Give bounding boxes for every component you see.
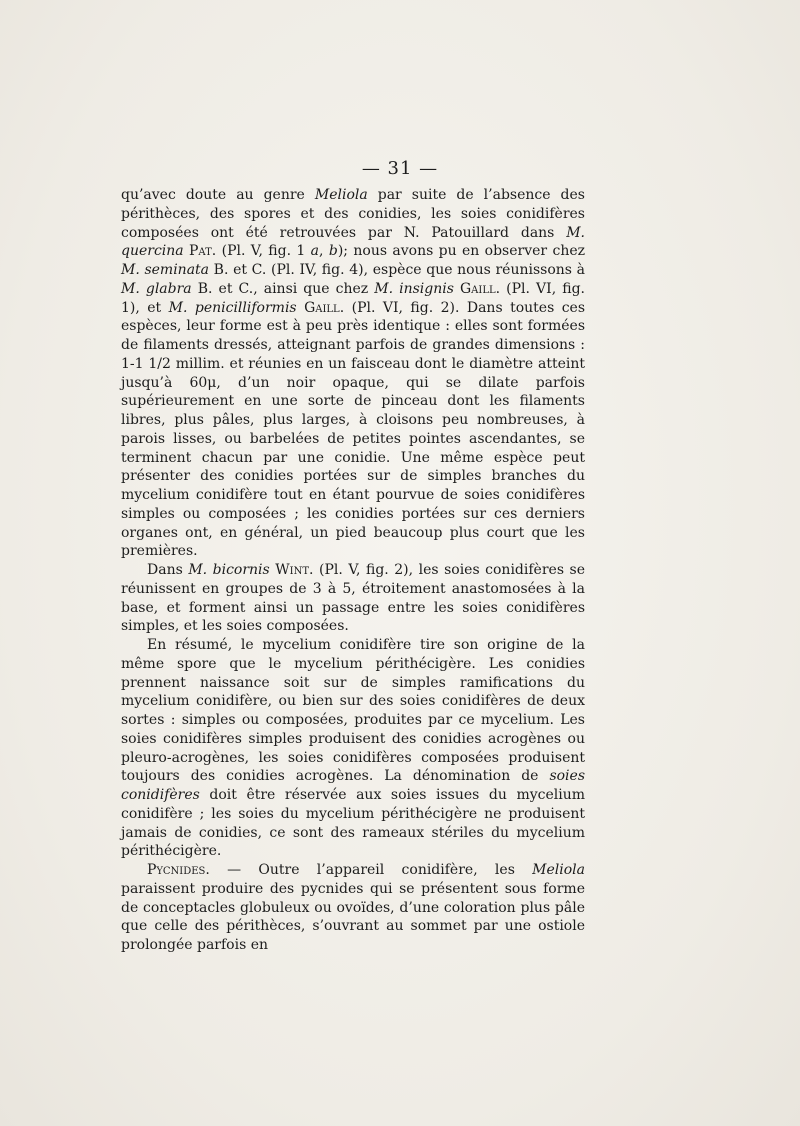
small-caps-text: Gaill. bbox=[304, 299, 345, 316]
italic-text: b bbox=[328, 243, 338, 260]
paragraph-text: (Pl. VI, fig. 2). Dans toutes ces espèces, leur forme est à peu près identique : elles sont formées de filaments dressés, atteignant parfois de grandes dimensions : 1-1 1/2 millim. et réunies en un faisceau dont le diamètre atteint jusqu’à 60μ, d’un noir opaque, qui se dilate parfois supérieurement en une sorte de pinceau dont les filaments libres, plus pâles, plus larges, à cloisons peu nombreuses, à parois lisses, ou barbelées de petites pointes ascendantes, se terminent chacun par une conidie. Une même espèce peut présenter des conidies portées sur de simples branches du mycelium conidifère tout en étant pourvue de soies conidifères simples ou composées ; les conidies portées sur ces derniers organes ont, en général, un pied beaucoup plus court que les premières. bbox=[121, 299, 586, 560]
paragraph-text: , bbox=[319, 243, 329, 260]
small-caps-text: Pycnides. bbox=[147, 862, 210, 878]
italic-text: M. glabra bbox=[121, 280, 192, 297]
paragraph bbox=[121, 636, 585, 861]
paragraph-text: (Pl. VI, fig. 1), et bbox=[121, 280, 585, 316]
paragraph-text: Dans bbox=[147, 562, 189, 578]
paragraph-text: doit être réservée aux soies issues du mycelium conidifère ; les soies du mycelium périthécigère ne produisent jamais de conidies, ce sont des rameaux stériles du mycelium périthécigère. bbox=[121, 787, 585, 860]
italic-text: soies conidifères bbox=[121, 768, 585, 803]
paragraph-text bbox=[297, 300, 304, 316]
paragraph-text: B. et C. (Pl. IV, fig. 4), espèce que nous réunissons à bbox=[209, 262, 585, 278]
italic-text: M. quercina bbox=[121, 224, 585, 260]
italic-text: M. insignis bbox=[374, 280, 454, 297]
paragraph-text: qu’avec doute au genre bbox=[121, 187, 315, 203]
paragraph bbox=[121, 561, 585, 636]
small-caps-text: Wint. bbox=[275, 562, 314, 578]
small-caps-text: Gaill. bbox=[460, 280, 501, 297]
paragraph bbox=[121, 186, 585, 561]
small-caps-text: Pat. bbox=[189, 243, 217, 260]
paragraph bbox=[121, 861, 585, 955]
paragraph-text: En résumé, le mycelium conidifère tire son origine de la même spore que le mycelium périthécigère. Les conidies prennent naissance soit sur de simples ramifications du mycelium conidifère, ou bien sur des soies conidifères de deux sortes : simples ou composées, produites par ce mycelium. Les soies conidifères simples produisent des conidies acrogènes ou pleuro-acrogènes, les soies conidifères composées produisent toujours des conidies acrogènes. La dénomination de bbox=[121, 637, 585, 785]
italic-text: Meliola bbox=[532, 862, 585, 878]
page-number: — 31 — bbox=[361, 158, 439, 179]
paragraph-text: par suite de l’absence des périthèces, des spores et des conidies, les soies conidifères composées ont été retrouvées par N. Patouillard dans bbox=[121, 187, 585, 241]
italic-text: M. bicornis bbox=[188, 562, 270, 578]
paragraph-text: ); nous avons pu en observer chez bbox=[337, 243, 585, 260]
paragraph-text: (Pl. V, fig. 1 bbox=[216, 243, 311, 260]
italic-text: M. penicilliformis bbox=[168, 299, 297, 316]
italic-text: Meliola bbox=[314, 187, 368, 203]
body-text bbox=[121, 186, 585, 955]
paragraph-text: (Pl. V, fig. 2), les soies conidifères se réunissent en groupes de 3 à 5, étroitement anastomosées à la base, et forment ainsi un passage entre les soies conidifères simples, et les soies composées. bbox=[121, 562, 585, 635]
paragraph-text: — Outre l’appareil conidifère, les bbox=[209, 862, 533, 878]
italic-text: M. seminata bbox=[121, 262, 210, 278]
italic-text: a bbox=[310, 243, 320, 260]
paragraph-text: B. et C., ainsi que chez bbox=[191, 280, 375, 297]
paragraph-text: paraissent produire des pycnides qui se présentent sous forme de conceptacles globuleux ou ovoïdes, d’une coloration plus pâle que celle des périthèces, s’ouvrant au sommet par une ostiole prolongée parfois en bbox=[121, 880, 585, 953]
